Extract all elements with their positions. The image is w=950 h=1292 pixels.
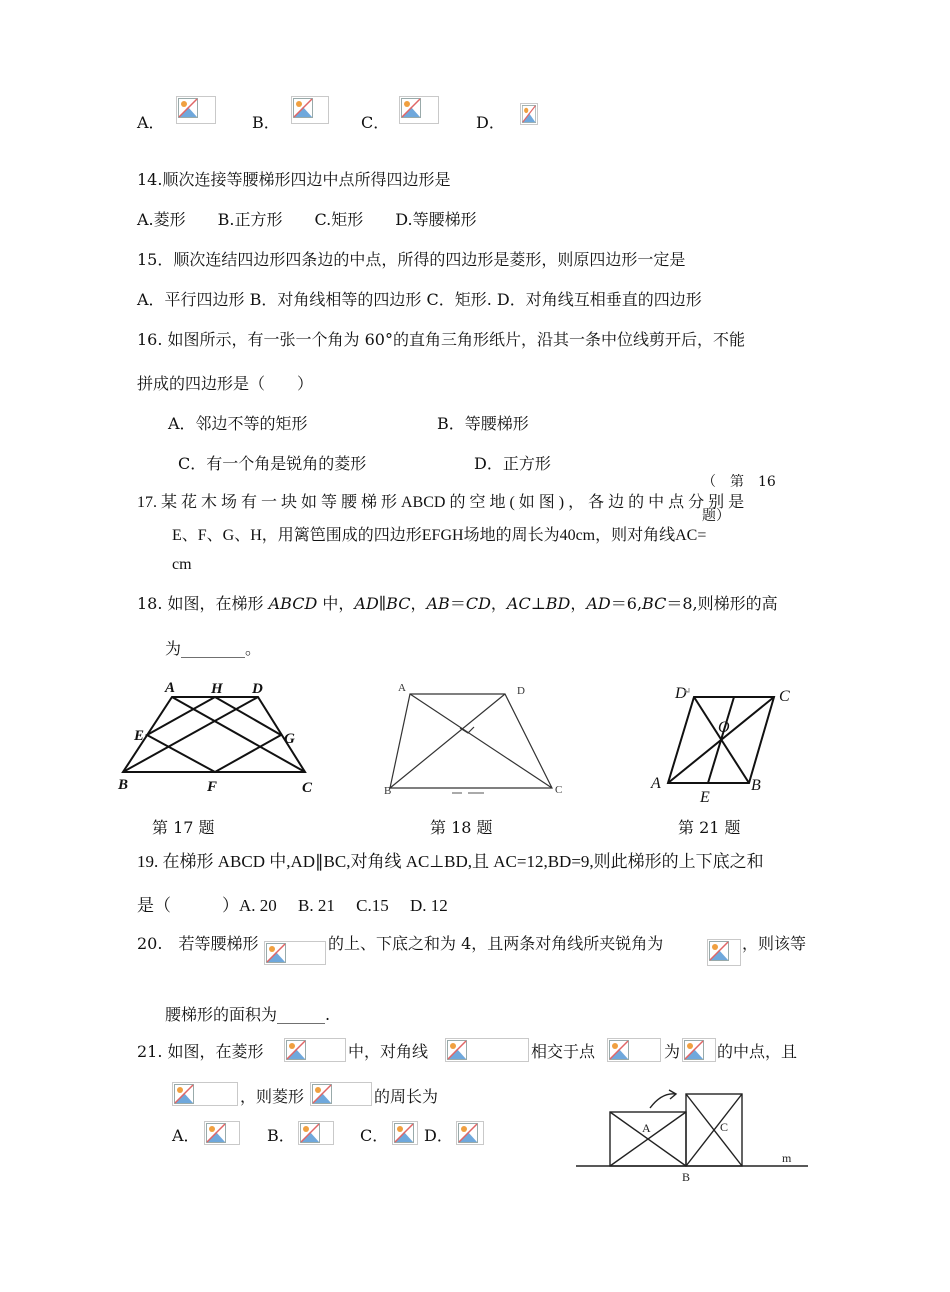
fig17-label-h: H [211, 681, 223, 697]
fig21-label-e: E [700, 789, 710, 806]
q20-stem-part2: 的上、下底之和为 4，且两条对角线所夹锐角为 [328, 934, 664, 953]
q13-option-c: C． [361, 113, 390, 132]
broken-image-icon [264, 941, 326, 965]
q20-stem-part3: ，则该等 [742, 934, 807, 953]
q18-stem-line1: 18. 如图，在梯形 ABCD 中，AD∥BC，AB＝CD，AC⊥BD，AD＝6,BC＝8,则梯形的高 [137, 594, 778, 613]
q21-stem-part2: 中，对角线 [348, 1042, 429, 1061]
broken-image-icon [607, 1038, 661, 1062]
q15-stem: 15．顺次连结四边形四条边的中点，所得的四边形是菱形，则原四边形一定是 [137, 250, 686, 269]
q19-stem-line1: 19. 在梯形 ABCD 中,AD∥BC,对角线 AC⊥BD,且 AC=12,BD=9,则此梯形的上下底之和 [137, 852, 764, 871]
q16-option-b: B．等腰梯形 [437, 414, 529, 433]
boxfig-label-b: B [682, 1170, 691, 1184]
fig21-label-b: B [751, 777, 761, 794]
boxfig-label-m: m [782, 1151, 792, 1165]
q14-options: A.菱形 B.正方形 C.矩形 D.等腰梯形 [137, 210, 477, 229]
fig17-label-e: E [134, 728, 145, 744]
fig17-label-d: D [252, 681, 263, 697]
figure-18-caption: 第 18 题 [430, 818, 493, 837]
boxfig-label-a: A [642, 1121, 651, 1135]
q21-stem-part4: 为 [664, 1042, 681, 1061]
broken-image-icon [298, 1121, 334, 1145]
q16-option-d: D．正方形 [474, 454, 551, 473]
broken-image-icon [520, 103, 538, 125]
q16-figure-note-cont: 题） [702, 508, 730, 524]
q21-stem-part1: 21. 如图，在菱形 [137, 1042, 264, 1061]
q20-stem-part1: 20. 若等腰梯形 [137, 934, 259, 953]
q13-option-d: D． [476, 113, 505, 132]
figure-18-trapezoid [380, 678, 570, 798]
q13-option-b: B． [252, 113, 280, 132]
q21-option-d: D． [424, 1126, 453, 1145]
figure-17-trapezoid [115, 680, 325, 800]
q21-stem-part3: 相交于点 [531, 1042, 596, 1061]
q16-stem-line2: 拼成的四边形是（ ） [137, 374, 314, 393]
q21-stem-part7: 的周长为 [374, 1087, 439, 1106]
fig17-label-g: G [284, 731, 295, 747]
fig18-label-c: C [555, 784, 563, 796]
q13-option-a: A． [137, 113, 165, 132]
q18-stem-line2: 为________。 [165, 639, 262, 658]
fig17-label-f: F [207, 779, 218, 795]
q16-stem-line1: 16. 如图所示，有一张一个角为 60°的直角三角形纸片，沿其一条中位线剪开后，不能 [137, 330, 745, 349]
fig17-label-c: C [302, 780, 313, 796]
figure-21-caption: 第 21 题 [678, 818, 741, 837]
q17-stem-line1: 17. 某 花 木 场 有 一 块 如 等 腰 梯 形 ABCD 的 空 地 ( 如 图 ) ， 各 边 的 中 点 分 别 是 [137, 494, 745, 511]
figure-21-rhombus [648, 680, 788, 805]
q16-figure-note: （ 第 16 [702, 474, 776, 490]
boxfig-label-c: C [720, 1120, 729, 1134]
broken-image-icon [284, 1038, 346, 1062]
fig18-label-a: A [398, 682, 406, 694]
broken-image-icon [445, 1038, 529, 1062]
figure-17-caption: 第 17 题 [152, 818, 215, 837]
fig21-label-a: A [651, 775, 661, 792]
fig17-label-a: A [165, 680, 176, 696]
broken-image-icon [399, 96, 439, 124]
fig21-label-o: O [718, 719, 730, 736]
broken-image-icon [310, 1082, 372, 1106]
q16-option-a: A．邻边不等的矩形 [168, 414, 308, 433]
broken-image-icon [291, 96, 329, 124]
fig18-label-b: B [384, 785, 392, 797]
q21-option-c: C． [360, 1126, 389, 1145]
q19-stem-line2: 是（ ）A. 20 B. 21 C.15 D. 12 [137, 896, 448, 915]
broken-image-icon [456, 1121, 484, 1145]
figure-rolling-boxes [572, 1086, 818, 1186]
q17-stem-line3: cm [172, 556, 192, 573]
q14-stem: 14.顺次连接等腰梯形四边中点所得四边形是 [137, 170, 451, 189]
broken-image-icon [392, 1121, 418, 1145]
q20-stem-line2: 腰梯形的面积为______. [165, 1005, 331, 1024]
broken-image-icon [204, 1121, 240, 1145]
fig21-label-c: C [779, 688, 790, 705]
broken-image-icon [172, 1082, 238, 1106]
broken-image-icon [176, 96, 216, 124]
q17-stem-line2: E、F、G、H，用篱笆围成的四边形EFGH场地的周长为40cm，则对角线AC= [172, 527, 707, 544]
fig18-label-d: D [517, 685, 525, 697]
q21-option-b: B． [267, 1126, 295, 1145]
q16-option-c: C．有一个角是锐角的菱形 [178, 454, 367, 473]
q15-options: A．平行四边形 B．对角线相等的四边形 C．矩形. D．对角线互相垂直的四边形 [137, 290, 702, 309]
q21-option-a: A． [172, 1126, 200, 1145]
broken-image-icon [707, 939, 741, 966]
fig17-label-b: B [118, 777, 129, 793]
fig21-label-d: D [675, 685, 687, 702]
broken-image-icon [682, 1038, 716, 1062]
q21-stem-part5: 的中点，且 [717, 1042, 798, 1061]
q21-stem-part6: ，则菱形 [240, 1087, 305, 1106]
